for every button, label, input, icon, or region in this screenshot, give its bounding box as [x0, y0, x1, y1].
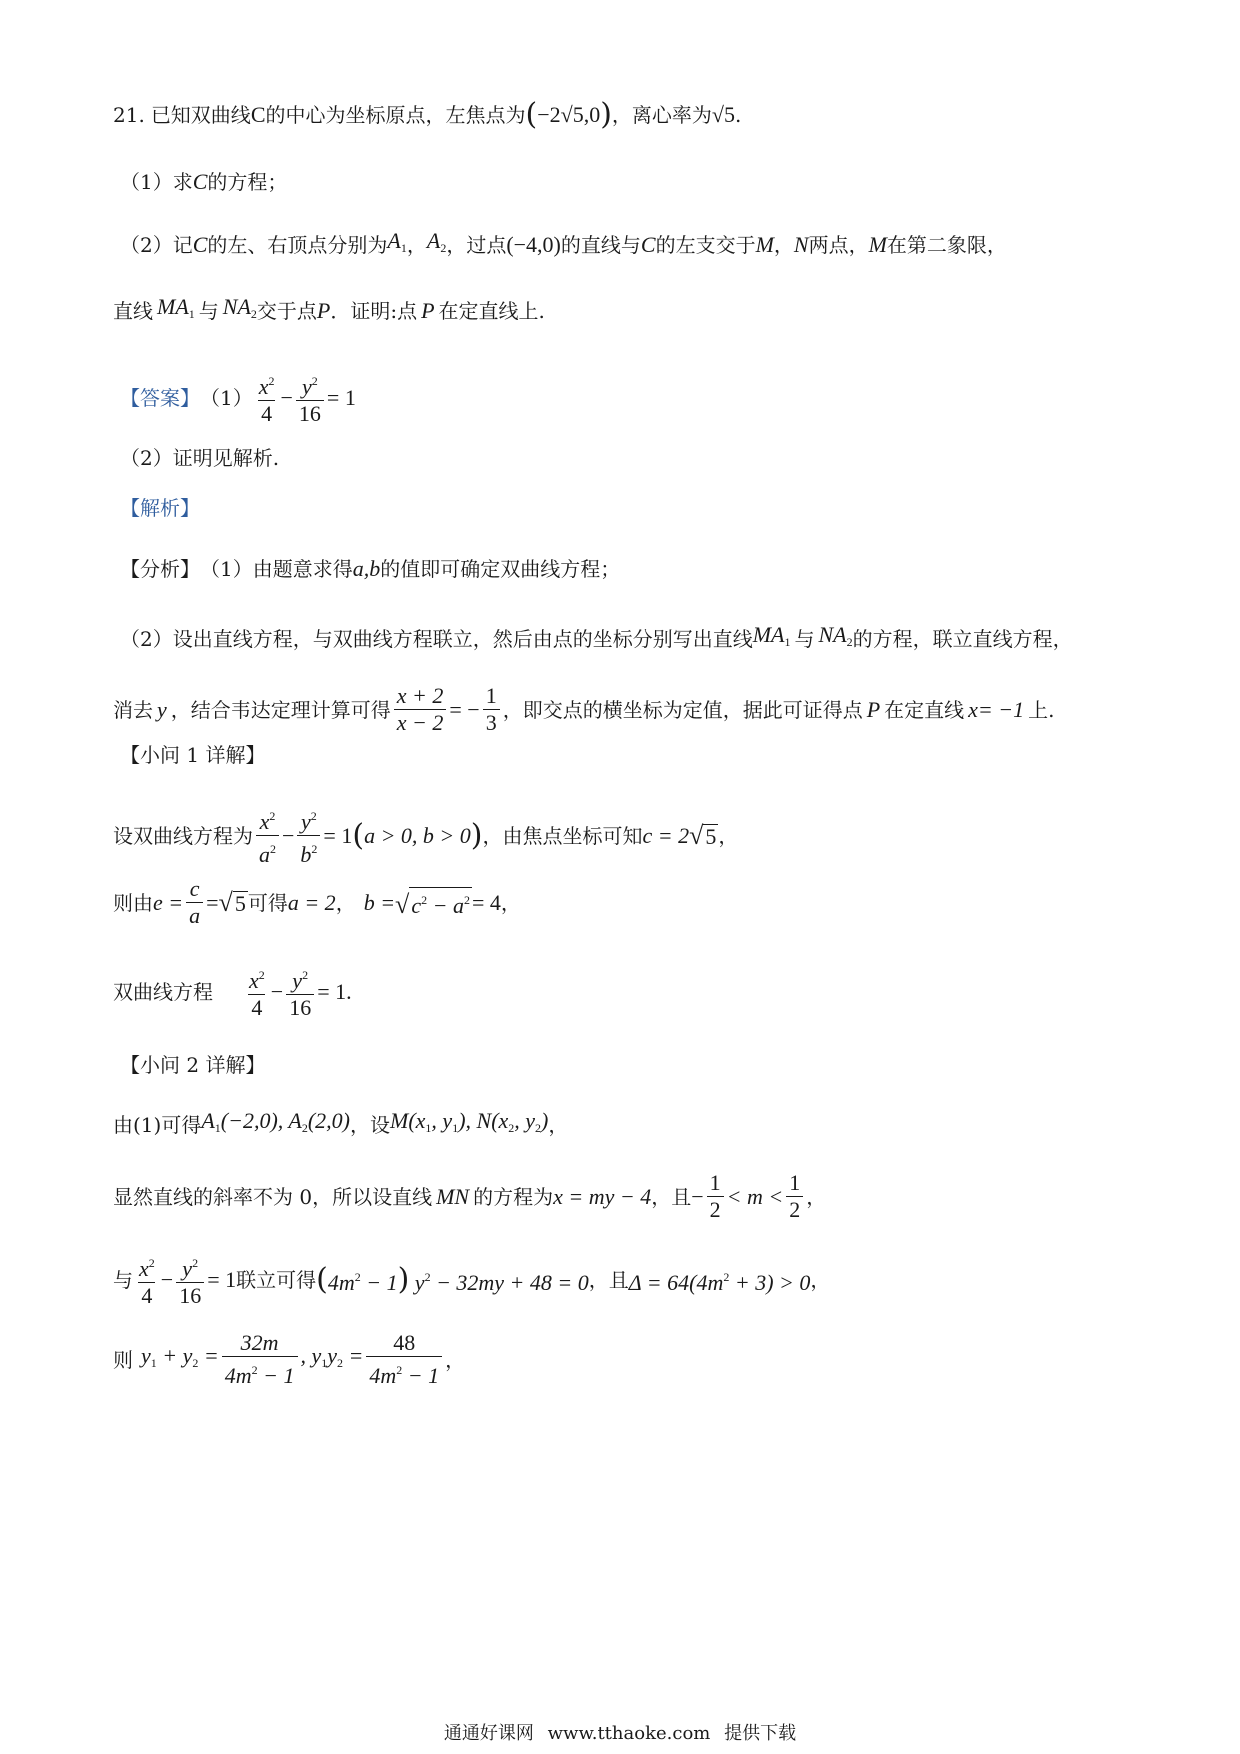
q2-line-4: [113, 1330, 465, 1389]
part2-text: 的左支交于: [655, 232, 756, 257]
comma: ，: [500, 890, 521, 915]
q1-line-1: [113, 803, 738, 868]
q2-header: [120, 1050, 265, 1080]
curve-name: C: [640, 231, 656, 257]
fraction: $\frac{x^2}{4}$: [139, 1256, 155, 1308]
q2-text: ，设: [350, 1112, 390, 1137]
fixed-line: x= −1: [968, 696, 1025, 722]
comma: ，: [335, 890, 356, 915]
question-text: 已知双曲线: [150, 103, 251, 127]
point-m: M: [868, 231, 887, 257]
b-result: = 4: [471, 889, 501, 915]
q2-text: 则: [113, 1347, 133, 1372]
analysis-text: （2）设出直线方程，与双曲线方程联立，然后由点的坐标分别写出直线: [120, 626, 753, 651]
q2-text: 显然直线的斜率不为 0，所以设直线: [113, 1184, 433, 1209]
q1-tag: 【小问 1 详解】: [120, 743, 266, 767]
part2-text: ．证明:点: [330, 298, 418, 323]
equals: =: [206, 889, 219, 915]
fraction: $\frac{x^2}{4}$: [249, 968, 265, 1020]
fraction: $\frac{x + 2}{x - 2}$: [394, 683, 447, 736]
analysis-line-1: [120, 554, 620, 584]
question-text: 的中心为坐标原点，左焦点为: [265, 103, 526, 127]
paren-open: (: [316, 1261, 328, 1297]
fraction: $\frac{1}{2}$: [786, 1170, 803, 1223]
page-footer: [0, 1722, 1240, 1746]
point-n: N: [793, 231, 809, 257]
quad-coef: $4m^2 - 1$: [327, 1269, 398, 1295]
equation-rhs: = 1.: [317, 978, 352, 1004]
footer-site: 通通好课网: [443, 1723, 534, 1744]
q1-text: 则由: [113, 890, 153, 915]
part2-text: 两点，: [808, 232, 869, 257]
line-na2: $NA_2$: [818, 622, 853, 649]
q1-text: 设双曲线方程为: [113, 823, 253, 848]
minus: −: [270, 978, 284, 1004]
comma: ，: [810, 1267, 831, 1292]
equation-rhs: = 1: [326, 384, 356, 410]
point-m: M: [755, 231, 774, 257]
part2-text: 直线: [113, 298, 153, 323]
discriminant: $\Delta = 64(4m^2 + 3) > 0$: [628, 1269, 811, 1295]
comma: ，: [445, 1347, 466, 1372]
point-p: P: [866, 696, 881, 722]
c-value: c = 2: [642, 822, 690, 848]
sqrt: √ $c^2 - a^2$: [395, 887, 472, 918]
comma: ，: [806, 1184, 827, 1209]
equation-rhs: = 1: [207, 1266, 237, 1292]
analysis-text: 的值即可确定双曲线方程；: [380, 557, 621, 581]
q1-line-2: [113, 876, 521, 929]
q1-header: [120, 740, 265, 770]
q2-text: 联立可得: [236, 1267, 317, 1292]
line-ma1: $MA_1$: [752, 622, 791, 649]
eccentricity-value: √5: [711, 102, 735, 127]
ab-vars: a,b: [352, 556, 381, 581]
fraction: $\frac{y^2}{16}$: [176, 1250, 204, 1309]
analysis-text: 在定直线: [884, 697, 965, 722]
equation-rhs: = 1: [323, 822, 353, 848]
q1-text: 可得: [247, 890, 288, 915]
sqrt: √ 5: [218, 887, 246, 917]
part1-line: [120, 167, 287, 197]
footer-note: 提供下载: [724, 1723, 797, 1744]
comma: ，: [548, 1112, 569, 1137]
fraction: $\frac{48}{4m^2 - 1}$: [366, 1330, 442, 1389]
focus-value: −2√5,0: [537, 102, 601, 127]
answer-part1: （1）: [200, 385, 253, 410]
answer-line: [120, 368, 356, 427]
q2-text: 的方程为: [473, 1184, 554, 1209]
part2-text: 交于点: [256, 298, 317, 323]
q2-text: 与: [113, 1267, 133, 1292]
b-value: b =: [363, 889, 396, 915]
question-text: ，离心率为: [611, 103, 712, 127]
line-eq: x = my − 4: [553, 1183, 652, 1209]
fraction: $\frac{1}{2}$: [707, 1170, 724, 1223]
sqrt: √ 5: [689, 820, 717, 850]
part2-text: 的直线与: [560, 232, 641, 257]
q2-text: ，且: [651, 1184, 692, 1209]
fraction: $\frac{y^2}{16}$: [296, 368, 324, 427]
footer-url[interactable]: www.tthaoke.com: [547, 1723, 711, 1744]
q1-text: ，由焦点坐标可知: [482, 823, 643, 848]
paren-close: ): [470, 817, 483, 853]
fraction: $\frac{1}{3}$: [483, 683, 500, 736]
quad-eq: $y^2 - 32my + 48 = 0$: [409, 1269, 589, 1295]
analysis-text: 与: [794, 626, 815, 651]
paren-open: (: [525, 97, 538, 132]
points-mn: $M(x_1$, $y_1$), $N(x_2$, $y_2$): [390, 1108, 549, 1135]
paren-open: (: [352, 817, 365, 853]
analysis-text: 上.: [1028, 697, 1055, 722]
q2-line-2: [113, 1170, 826, 1223]
part2-text: ，过点: [446, 232, 507, 257]
line-ma1: $MA_1$: [157, 294, 195, 321]
e-eq: e =: [153, 889, 184, 915]
part1-label: （1）求: [120, 170, 193, 194]
curve-name: C: [250, 102, 266, 127]
comma: ，: [773, 232, 794, 257]
q1-line-3: [113, 962, 352, 1021]
vieta-sum: $y_1 + y_2$ =: [141, 1343, 219, 1370]
part2-text: 在第二象限，: [886, 232, 1007, 257]
analysis-tag: 【解析】: [120, 496, 200, 520]
minus: −: [160, 1266, 174, 1292]
answer-part2: （2）证明见解析.: [120, 446, 280, 470]
part2-line-1: [120, 226, 1007, 263]
equals: = −: [449, 696, 480, 722]
curve-name: C: [192, 231, 208, 257]
fenxi-tag: 【分析】: [120, 557, 200, 581]
var-y: y: [157, 696, 167, 722]
point-value: (−4,0): [506, 231, 561, 257]
q1-text: 双曲线方程: [113, 979, 213, 1004]
question-line-1: [113, 97, 742, 132]
minus: −: [691, 1183, 704, 1209]
minus: −: [280, 384, 293, 410]
condition: a > 0, b > 0: [364, 822, 471, 848]
question-number: 21.: [113, 103, 145, 127]
q2-line-3: [113, 1250, 830, 1309]
fraction: $\frac{x^2}{a^2}$: [256, 803, 279, 868]
analysis-text: 消去: [113, 697, 153, 722]
fraction: $\frac{x^2}{4}$: [258, 374, 275, 426]
part2-text: 与: [198, 298, 219, 323]
minus: −: [282, 822, 295, 848]
analysis-text: （1）由题意求得: [200, 557, 353, 581]
points-a: $A_1(-2,0)$, $A_2(2,0)$: [201, 1108, 350, 1135]
analysis-line-2: [120, 620, 1073, 657]
paren-close: ): [397, 1261, 410, 1297]
part2-text: 在定直线上.: [438, 298, 545, 323]
part2-label: （2）记: [120, 232, 193, 257]
answer-line-2: [120, 443, 279, 473]
q2-text: ，且: [588, 1267, 629, 1292]
analysis-text: 的方程，联立直线方程，: [852, 626, 1073, 651]
analysis-line-3: [113, 683, 1055, 736]
q2-text: 由(1)可得: [113, 1112, 202, 1137]
point-p: P: [421, 297, 435, 323]
answer-tag: 【答案】: [120, 385, 200, 410]
q2-tag: 【小问 2 详解】: [120, 1053, 266, 1077]
part1-text: 的方程；: [207, 170, 288, 194]
part2-line-2: [113, 292, 545, 329]
q2-line-1: [113, 1106, 568, 1143]
fraction: $\frac{c}{a}$: [186, 876, 203, 929]
analysis-text: ，结合韦达定理计算可得: [170, 697, 391, 722]
paren-close: ): [600, 97, 612, 132]
vieta-product: , $y_1y_2$ =: [300, 1343, 364, 1370]
m-range: < m <: [726, 1183, 784, 1209]
line-mn: MN: [436, 1183, 470, 1209]
line-na2: $NA_2$: [222, 294, 257, 321]
comma: ，: [406, 232, 427, 257]
analysis-header: [120, 493, 200, 523]
period: .: [735, 103, 742, 127]
fraction: $\frac{y^2}{16}$: [286, 962, 314, 1021]
analysis-text: ，即交点的横坐标为定值，据此可证得点: [502, 697, 863, 722]
comma: ，: [718, 823, 739, 848]
curve-name: C: [192, 169, 208, 194]
vertex-a1: $A_1$: [387, 228, 407, 255]
fraction: $\frac{y^2}{b^2}$: [297, 803, 320, 868]
fraction: $\frac{32m}{4m^2 - 1}$: [222, 1330, 298, 1389]
vertex-a2: $A_2$: [426, 228, 447, 255]
part2-text: 的左、右顶点分别为: [207, 232, 388, 257]
point-p: P: [316, 297, 331, 323]
a-value: a = 2: [287, 889, 336, 915]
